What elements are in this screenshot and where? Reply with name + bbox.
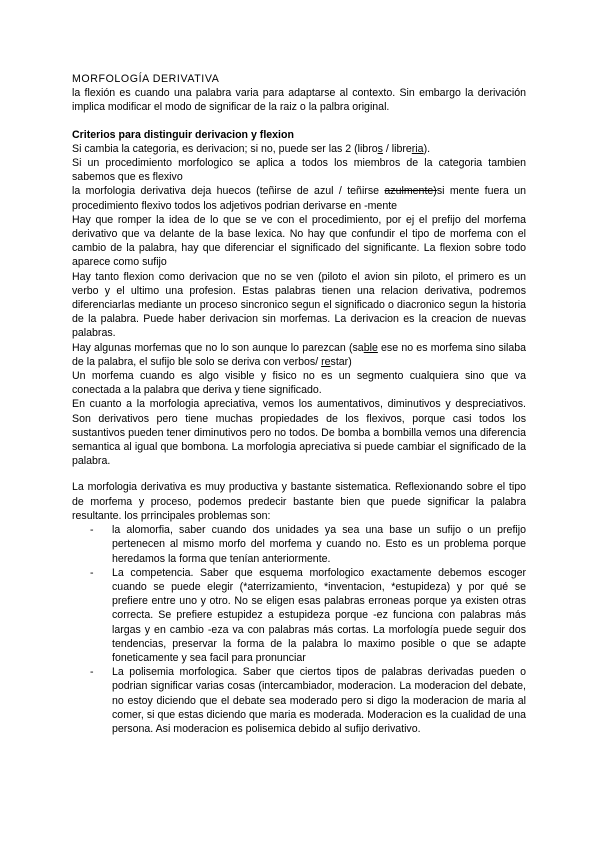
paragraph-no-se-ven: Hay tanto flexion como derivacion que no se ven (piloto el avion sin piloto, el primero es un verbo y el ultimo una profesion. Estas palabras tienen una relacion derivativa, podremos diferenciarlas mediante un proceso sincronico segun el significado o diacronico segun la historia de la palabra. Puede haber derivacion sin morfemas. La derivacion es la creacion de nuevas palabras. — [72, 270, 526, 340]
strikethrough-word: azulmente) — [384, 185, 437, 198]
paragraph-category: Si cambia la categoria, es derivacion; si no, puede ser las 2 (libros / libreria). — [72, 142, 431, 155]
paragraph-morfemas-aparentes: Hay algunas morfemas que no lo son aunque lo parezcan (sable ese no es morfema sino silaba de la palabra, el sufijo ble solo se deriva con verbos/ restar) — [72, 341, 526, 368]
paragraph-morfema-visible: Un morfema cuando es algo visible y fisico no es un segmento cualquiera sino que va conectada a la palabra que deriva y tiene significado. — [72, 370, 526, 397]
intro-paragraph: la flexión es cuando una palabra varia para adaptarse al contexto. Sin embargo la derivación implica modificar el modo de significar de la raiz o la palbra original. — [72, 87, 526, 114]
paragraph-procedimiento: Hay que romper la idea de lo que se ve con el procedimiento, por ej el prefijo del morfema derivativo que va delante de la base lexica. No hay que confundir el tipo de morfema con el cambio de la palabra, hay que diferenciar el significado del significante. La flexion sobre todo aparece como sufijo — [72, 213, 526, 269]
paragraph-productiva: La morfologia derivativa es muy productiva y bastante sistematica. Reflexionando sobre el tipo de morfema y proceso, podemos predecir bastante bien que puede significar la palabra resultante. los prrincipales problemas son: — [72, 481, 526, 522]
paragraph-apreciativa: En cuanto a la morfologia apreciativa, vemos los aumentativos, diminutivos y despreciativos. Son derivativos pero tiene muchas propiedades de los flexivos, porque casi todos los sustantivos pueden tener diminutivos pero no todos. De bomba a bombilla vemos una diferencia semantica al igual que bombona. La morfologia apreciativa si puede cambiar el significado de la palabra. — [72, 398, 526, 468]
list-item: - La polisemia morfologica. Saber que ciertos tipos de palabras derivadas pueden o podrian significar varias cosas (intercambiador, moderacion. La moderacion del debate, no estoy diciendo que el debate sea moderado pero si digo la moderacion de maria al comer, si que estas diciendo que maria es moderada. Moderacion es la cualidad de una persona. Asi moderacion es polisemica debido al sufijo derivativo. — [90, 666, 526, 735]
list-item: - La competencia. Saber que esquema morfologico exactamente debemos escoger cuando se puede elegir (*aterrizamiento, *inventacion, *estupideza) y por qué se prefiere entre uno y otro. No se eligen esas palabras erroneas porque ya existen otras correcta. Se prefiere estupidez a estupideza porque -ez funciona con palabras más largas y en cambio -eza va con palabras más cortas. La morfología puede seguir dos tendencias, preservar la forma de la palabra lo maximo posible o que se adapte foneticamente y sea facil para pronunciar — [90, 566, 526, 664]
problems-list — [72, 523, 526, 736]
spacer — [72, 115, 526, 128]
document-page — [72, 72, 526, 736]
document-title: MORFOLOGÍA DERIVATIVA — [72, 73, 220, 85]
section-heading: Criterios para distinguir derivacion y flexion — [72, 128, 294, 141]
paragraph-flexivo: Si un procedimiento morfologico se aplica a todos los miembros de la categoria tambien sabemos que es flexivo — [72, 157, 526, 184]
list-item: - la alomorfia, saber cuando dos unidades ya sea una base un sufijo o un prefijo pertenecen al mismo morfo del morfema y cuando no. Esto es un problema porque heredamos la forma que tenían anteriormente. — [90, 524, 526, 565]
spacer — [72, 468, 526, 480]
paragraph-huecos: la morfologia derivativa deja huecos (teñirse de azul / teñirse azulmente)si mente fuera un procedimiento flexivo todos los adjetivos podrian derivarse en -mente — [72, 185, 526, 212]
